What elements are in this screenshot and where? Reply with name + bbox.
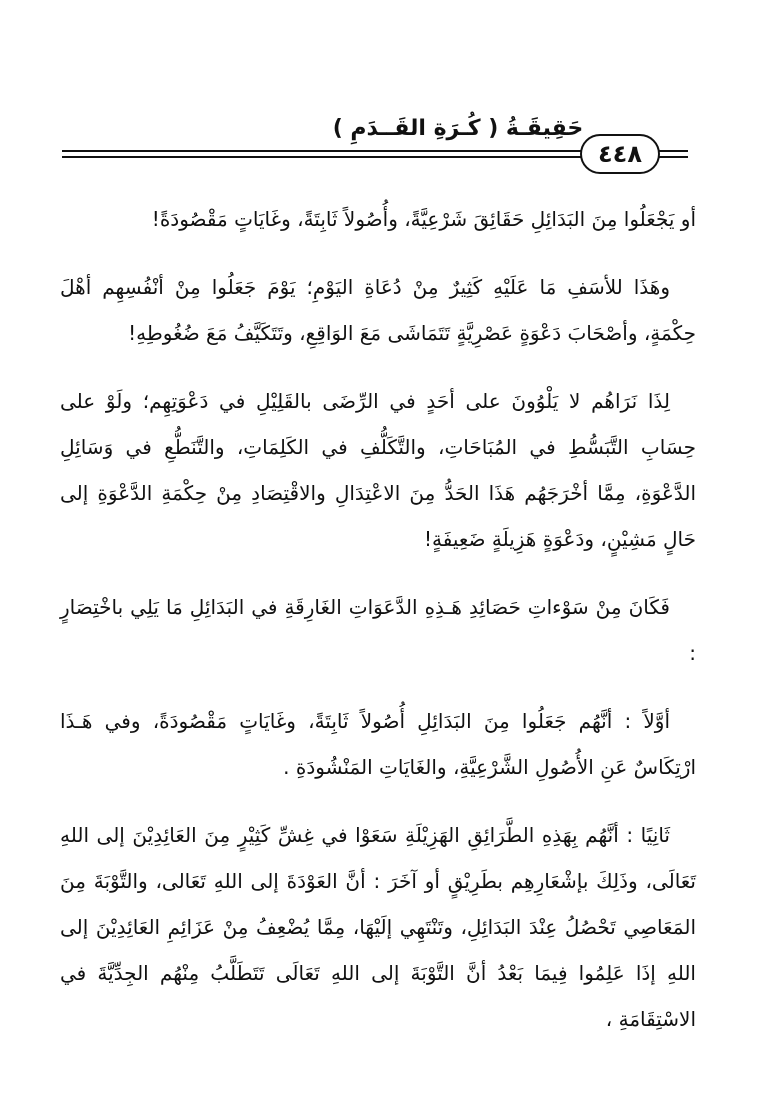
page-number: ٤٤٨	[598, 140, 642, 168]
paragraph-2: وهَذَا للأسَفِ مَا عَلَيْهِ كَثِيرٌ مِنْ دُعَاةِ اليَوْمِ؛ يَوْمَ جَعَلُوا مِنْ أنْفُسِهِم أهْلَ حِكْمَةٍ، وأصْحَابَ دَعْوَةٍ عَصْرِيَّةٍ تَتَمَاشَى مَعَ الوَاقِعِ، وتَتَكَيَّفُ مَعَ ضُغُوطِهِ!	[60, 275, 696, 345]
paragraph-6: ثَانِيًا : أنَّهُم بِهَذِهِ الطَّرَائِقِ الهَزِيْلَةِ سَعَوْا في غِشِّ كَثِيْرٍ مِنَ العَائِدِيْنَ إلى اللهِ تَعَالَى، وذَلِكَ بإشْعَارِهِم بطَرِيْقٍ أو آخَرَ : أنَّ العَوْدَةَ إلى اللهِ تَعَالى، والتَّوْبَةَ مِنَ المَعَاصِي تَحْصُلُ عِنْدَ البَدَائِلِ، وتَنْتَهِي إلَيْهَا، مِمَّا يُضْعِفُ مِنْ عَزَائِمِ العَائِدِيْنَ إلى اللهِ إذَا عَلِمُوا فِيمَا بَعْدُ أنَّ التَّوْبَةَ إلى اللهِ تَعَالَى تَتَطَلَّبُ مِنْهُم الجِدِّيَّةَ في الاسْتِقَامَةِ ،	[60, 823, 696, 1031]
running-title: حَقِيقَـةُ ( كُـرَةِ القَــدَمِ )	[332, 116, 584, 141]
header-rule-bottom	[62, 156, 582, 158]
paragraph-5: أوَّلاً : أنَّهُم جَعَلُوا مِنَ البَدَائِلِ أُصُولاً ثَابِتَةً، وغَايَاتٍ مَقْصُودَةً، وفي هَـذَا ارْتِكَاسٌ عَنِ الأُصُولِ الشَّرْعِيَّةِ، والغَايَاتِ المَنْشُودَةِ .	[60, 709, 696, 779]
header-rule-right-bottom	[656, 156, 688, 158]
page-body	[60, 196, 696, 1042]
paragraph-4: فَكَانَ مِنْ سَوْءاتِ حَصَائِدِ هَـذِهِ الدَّعَوَاتِ الغَارِقَةِ في البَدَائِلِ مَا يَلِي باخْتِصَارٍ :	[60, 595, 696, 665]
paragraph-3: لِذَا نَرَاهُم لا يَلْوُونَ على أحَدٍ في الرِّضَى بالقَلِيْلِ في دَعْوَتِهِم؛ ولَوْ على حِسَابِ التَّبَسُّطِ في المُبَاحَاتِ، والتَّكَلُّفِ في الكَلِمَاتِ، والتَّنَطُّعِ في وَسَائِلِ الدَّعْوَةِ، مِمَّا أخْرَجَهُم هَذَا الحَدُّ مِنَ الاعْتِدَالِ والاقْتِصَادِ مِنْ حِكْمَةِ الدَّعْوَةِ إلى حَالٍ مَشِيْنٍ، ودَعْوَةٍ هَزِيلَةٍ ضَعِيفَةٍ!	[60, 389, 696, 551]
header-rule-right-top	[656, 150, 688, 152]
header-rule-top	[62, 150, 582, 152]
paragraph-1: أو يَجْعَلُوا مِنَ البَدَائِلِ حَقَائِقَ شَرْعِيَّةً، وأُصُولاً ثَابِتَةً، وغَايَاتٍ مَقْصُودَةً!	[151, 207, 696, 231]
page-number-badge	[580, 134, 660, 174]
page-header	[0, 96, 760, 186]
